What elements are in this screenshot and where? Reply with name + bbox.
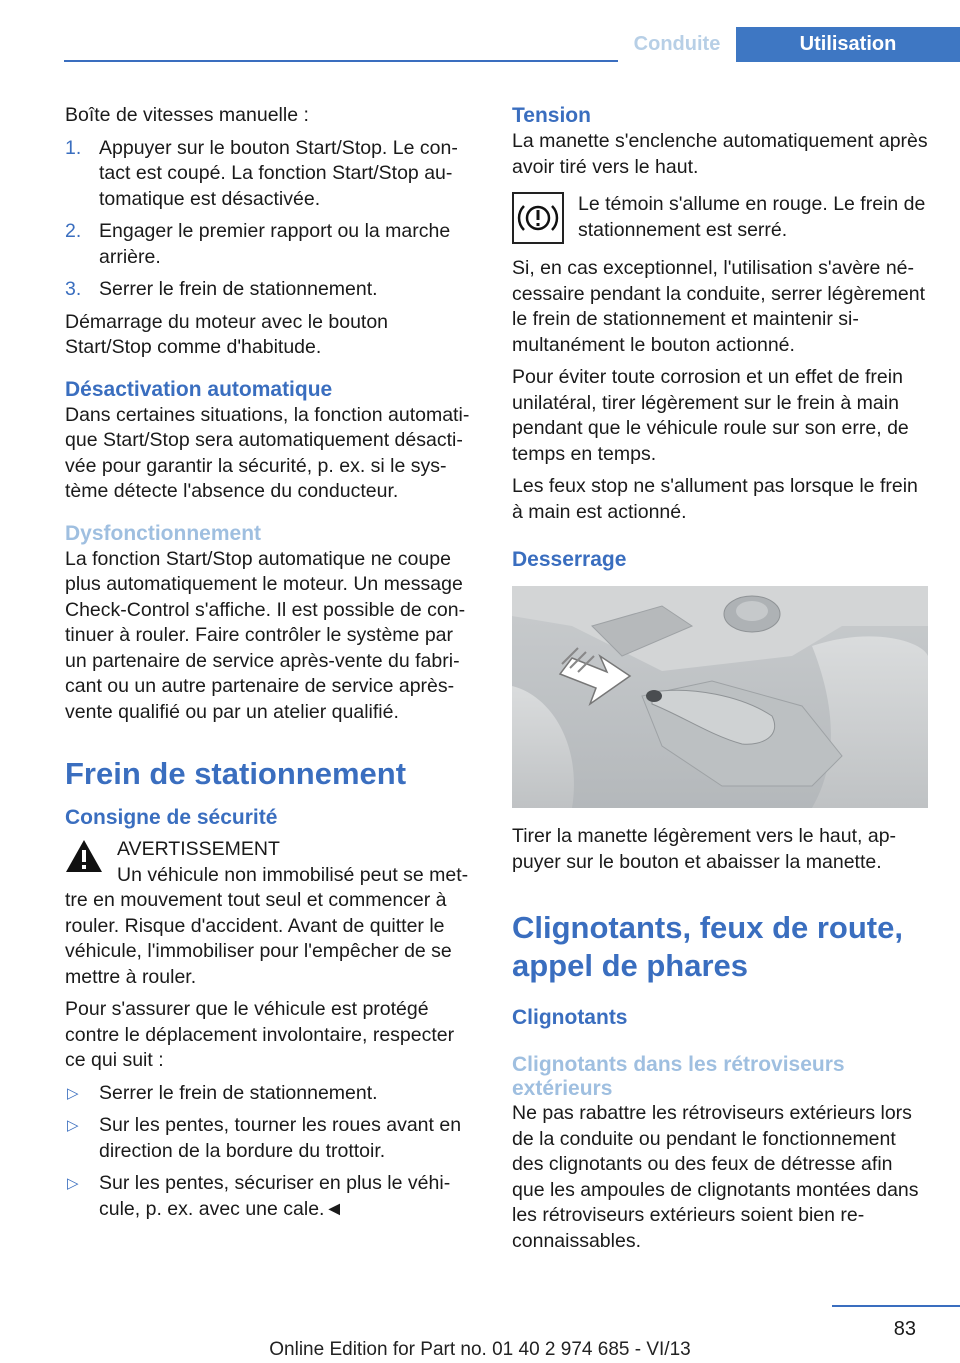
list-item: [65, 277, 477, 303]
bullet-triangle-icon: ▷: [67, 1117, 79, 1134]
step-number: 1.: [65, 136, 82, 159]
bullet-text: Sur les pentes, tourner les roues avant en direction de la bordure du trottoir.: [99, 1114, 462, 1162]
step-text: Appuyer sur le bouton Start/Stop. Le contact est coupé. La fonction Start/Stop automatique est désactivée.: [99, 136, 458, 210]
list-item: [65, 136, 477, 213]
restart-paragraph: Démarrage du moteur avec le bouton Start/Stop comme d'habitude.: [65, 310, 389, 358]
intro-paragraph: Boîte de vitesses manuelle :: [65, 104, 309, 126]
list-item: [65, 1113, 477, 1164]
release-paragraph: Tirer la manette légèrement vers le haut, appuyer sur le bouton et abaisser la manette.: [512, 825, 897, 873]
parking-brake-warning-icon: [512, 192, 564, 244]
heading-indicators: Clignotants, feux de route, appel de phares: [512, 910, 903, 983]
heading-release: Desserrage: [512, 548, 627, 571]
ensure-paragraph: Pour s'assurer que le véhicule est protégé contre le déplacement involontaire, respecter ce qui suit :: [65, 998, 455, 1071]
corrosion-paragraph: Pour éviter toute corrosion et un effet de frein unilatéral, tirer légèrement sur le frein à main pendant que le véhicule roule sur son erre, de temps en temps.: [512, 366, 909, 465]
safety-bullet-list: [65, 1081, 477, 1223]
list-item: [65, 219, 477, 270]
heading-turn-signals: Clignotants: [512, 1006, 628, 1029]
tab-conduite[interactable]: Conduite: [618, 27, 736, 62]
mirror-paragraph: Ne pas rabattre les rétroviseurs extérieurs lors de la conduite ou pendant le fonctionnement des clignotants ou des feux de détresse afin que les ampoules de clignotants montées dans les rétroviseurs extérieurs soient bien reconnaissables.: [512, 1102, 919, 1252]
exception-paragraph: Si, en cas exceptionnel, l'utilisation s'avère nécessaire pendant la conduite, serrer légèrement le frein de stationnement et maintenir simultanément le bouton actionné.: [512, 257, 925, 356]
deactivation-paragraph: Dans certaines situations, la fonction automatique Start/Stop sera automatiquement désactivée pour garantir la sécurité, p. ex. si le système détecte l'absence du conducteur.: [65, 403, 470, 502]
steps-list: [65, 136, 477, 303]
bullet-triangle-icon: ▷: [67, 1175, 79, 1192]
stoplights-paragraph: Les feux stop ne s'allument pas lorsque le frein à main est actionné.: [512, 475, 918, 523]
right-column: [512, 103, 928, 1261]
warning-triangle-icon: [65, 839, 103, 873]
warning-block: [65, 837, 477, 863]
tension-paragraph: La manette s'enclenche automatiquement après avoir tiré vers le haut.: [512, 130, 928, 178]
heading-tension: Tension: [512, 104, 591, 127]
left-column: [65, 103, 477, 1229]
step-number: 2.: [65, 220, 82, 242]
heading-safety: Consigne de sécurité: [65, 806, 278, 829]
tab-utilisation[interactable]: Utilisation: [736, 27, 960, 62]
bullet-text: Sur les pentes, sécuriser en plus le véhicule, p. ex. avec une cale.◄: [99, 1172, 451, 1220]
list-item: [65, 1081, 477, 1107]
step-text: Serrer le frein de stationnement.: [99, 278, 378, 300]
step-number: 3.: [65, 278, 82, 300]
malfunction-paragraph: La fonction Start/Stop automatique ne coupe plus automatiquement le moteur. Un message Check-Control s'affiche. Il est possible de continuer à rouler. Faire contrôler le système par un partenaire de service après-vente du fabricant ou un autre partenaire de service après-vente qualifié ou par un atelier qualifié.: [65, 547, 466, 723]
step-text: Engager le premier rapport ou la marche arrière.: [99, 220, 451, 268]
indicator-text: Le témoin s'allume en rouge. Le frein de stationnement est serré.: [578, 193, 926, 241]
bullet-triangle-icon: ▷: [67, 1084, 79, 1102]
bullet-text: Serrer le frein de stationnement.: [99, 1081, 378, 1104]
heading-malfunction: Dysfonctionnement: [65, 521, 262, 545]
warning-text: Un véhicule non immobilisé peut se mettre en mouvement tout seul et commencer à rouler. Risque d'accident. Avant de quitter le véhicule, l'immobiliser pour l'empêcher de se mettre à rouler.: [65, 863, 469, 988]
list-item: [65, 1171, 477, 1222]
page-number: 83: [893, 1318, 916, 1340]
edition-footer: Online Edition for Part no. 01 40 2 974 685 - VI/13: [269, 1339, 691, 1360]
heading-deactivation: Désactivation automatique: [65, 377, 333, 401]
heading-mirror-indicators: Clignotants dans les rétroviseurs extérieurs: [512, 1053, 845, 1100]
footer-rule: [832, 1305, 960, 1307]
heading-parking-brake: Frein de stationnement: [65, 756, 407, 791]
handbrake-photo: [512, 586, 928, 808]
indicator-row: [512, 192, 928, 244]
warning-title: AVERTISSEMENT: [117, 838, 280, 860]
